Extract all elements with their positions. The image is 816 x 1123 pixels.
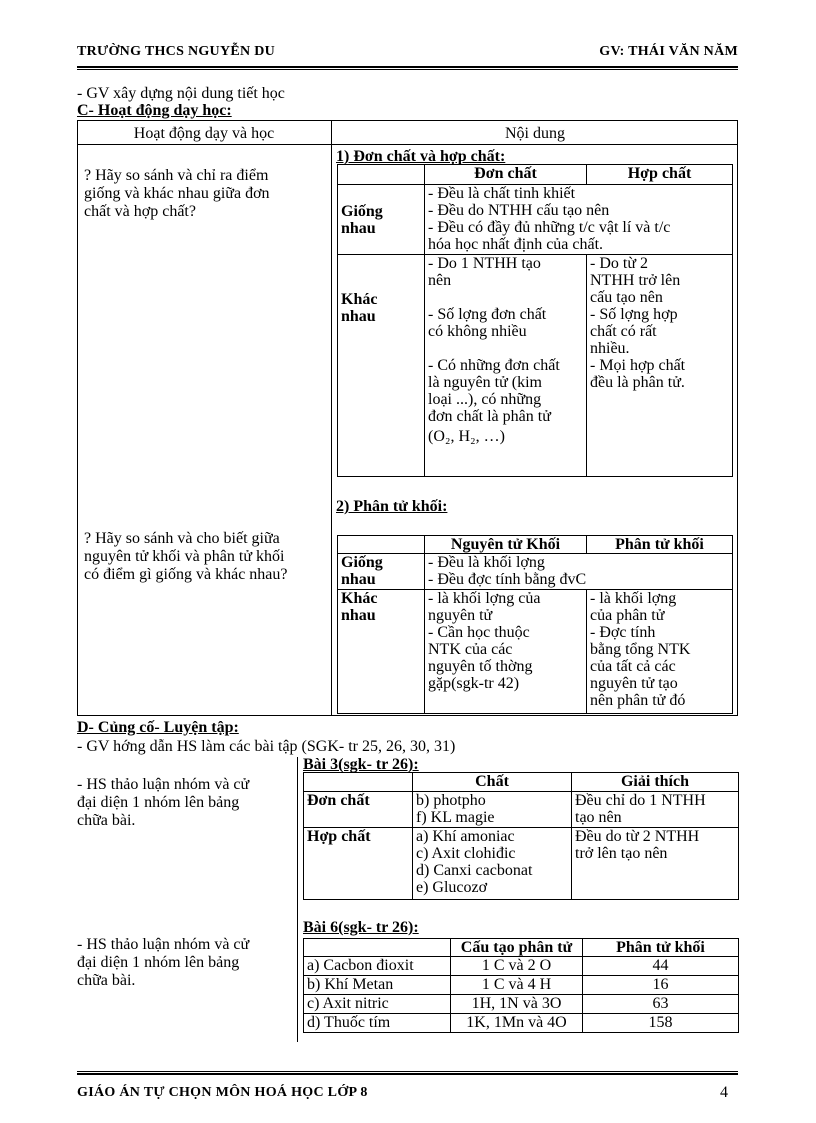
footer-title: GIÁO ÁN TỰ CHỌN MÔN HOÁ HỌC LỚP 8 (77, 1085, 368, 1100)
col-left-header: Hoạt động dạy và học (133, 125, 275, 142)
bai3-row-hop-chat: a) Khí amoniac c) Axit clohiđic d) Canxi cacbonat e) Glucozơ (413, 828, 572, 900)
bai6-row-name: a) Cacbon đioxit (304, 957, 451, 976)
section-c-title: C- Hoạt động dạy học: (77, 102, 232, 119)
bai3-title: Bài 3(sgk- tr 26): (303, 756, 419, 773)
header-school: TRƯỜNG THCS NGUYỄN DU (77, 44, 276, 59)
bai6-table (303, 938, 739, 1033)
sub2-khac-ptk: - là khối lợng của phân tử - Đợc tính bằng tổng NTK của tất cả các nguyên tử tạo nên phân tử đó (587, 590, 733, 714)
question-1: ? Hãy so sánh và chỉ ra điểm giống và khác nhau giữa đơn chất và hợp chất? (84, 167, 270, 220)
sub2-header-ntk: Nguyên tử Khối (425, 536, 587, 554)
bai6-row-name: c) Axit nitric (304, 995, 451, 1014)
sub2-title: 2) Phân tử khối: (336, 498, 448, 515)
bai3-row-hop-label: Hợp chất (304, 828, 413, 900)
bai3-row-don-label: Đơn chất (304, 792, 413, 828)
sub1-giong-text: - Đều là chất tinh khiết - Đều do NTHH cấu tạo nên - Đều có đầy đủ những t/c vật lí và t/c hóa học nhất định của chất. (425, 185, 733, 255)
sub2-khac-ntk: - là khối lợng của nguyên tử - Cần học thuộc NTK của các nguyên tố thờng gặp(sgk-tr 42) (425, 590, 587, 714)
bai6-header-ptk: Phân tử khối (583, 939, 739, 957)
bai3-table (303, 772, 739, 900)
sub1-khac-hop: - Do từ 2 NTHH trở lên cấu tạo nên - Số lợng hợp chất có rất nhiều. - Mọi hợp chất đều là phân tử. (587, 255, 733, 477)
bai6-row-cautao: 1K, 1Mn và 4O (451, 1014, 583, 1033)
bai6-row-ptk: 63 (583, 995, 739, 1014)
bai6-row-ptk: 158 (583, 1014, 739, 1033)
bai6-row-cautao: 1 C và 2 O (451, 957, 583, 976)
sub2-header-ptk: Phân tử khối (587, 536, 733, 554)
bai6-row-ptk: 16 (583, 976, 739, 995)
sub1-table (337, 164, 733, 477)
page-number: 4 (720, 1084, 728, 1101)
hs-note-2: - HS thảo luận nhóm và cử đại diện 1 nhóm lên bảng chữa bài. (77, 936, 250, 989)
sub1-title: 1) Đơn chất và hợp chất: (336, 148, 506, 165)
header-teacher: GV: THÁI VĂN NĂM (599, 44, 738, 59)
sub1-giong-label: Giống nhau (338, 185, 425, 255)
footer-rule (77, 1073, 738, 1075)
header-rule (77, 66, 738, 68)
bai3-row-hop-giaithich: Đều do từ 2 NTHH trở lên tạo nên (572, 828, 739, 900)
bai6-title: Bài 6(sgk- tr 26): (303, 919, 419, 936)
section-d-line: - GV hớng dẫn HS làm các bài tập (SGK- tr 25, 26, 30, 31) (77, 738, 456, 755)
bai6-header-cautao: Cấu tạo phân tử (451, 939, 583, 957)
sub2-table (337, 535, 733, 714)
sub1-khac-label: Khác nhau (338, 255, 425, 477)
bai6-row-ptk: 44 (583, 957, 739, 976)
sub2-giong-label: Giống nhau (338, 554, 425, 590)
footer-rule-thin (77, 1071, 738, 1072)
bai6-row-name: d) Thuốc tím (304, 1014, 451, 1033)
bai3-header-giaithich: Giải thích (572, 773, 739, 792)
main-table-header-rule (77, 144, 738, 145)
bai3-header-chat: Chất (413, 773, 572, 792)
bai3-row-don-chat: b) photpho f) KL magie (413, 792, 572, 828)
sub2-giong-text: - Đều là khối lợng - Đều đợc tính bằng đvC (425, 554, 733, 590)
hs-note-1: - HS thảo luận nhóm và cử đại diện 1 nhóm lên bảng chữa bài. (77, 776, 250, 829)
sub1-khac-don: - Do 1 NTHH tạo nên - Số lợng đơn chất có không nhiều - Có những đơn chất là nguyên tử (kim loại ...), có những đơn chất là phân tử (O₂, H₂, …) (425, 255, 587, 477)
section-d-title: D- Củng cố- Luyện tập: (77, 719, 239, 736)
bai6-row-cautao: 1H, 1N và 3O (451, 995, 583, 1014)
sub2-khac-label: Khác nhau (338, 590, 425, 714)
col-right-header: Nội dung (505, 125, 565, 142)
sub1-header-hop: Hợp chất (587, 165, 733, 185)
question-2: ? Hãy so sánh và cho biết giữa nguyên tử khối và phân tử khối có điểm gì giống và khác nhau? (84, 530, 288, 583)
intro-line: - GV xây dựng nội dung tiết học (77, 85, 285, 102)
main-table-divider (331, 120, 332, 716)
sub1-header-don: Đơn chất (425, 165, 587, 185)
exercise-divider (297, 757, 298, 1042)
bai6-row-name: b) Khí Metan (304, 976, 451, 995)
header-rule-thin (77, 69, 738, 70)
bai3-row-don-giaithich: Đều chỉ do 1 NTHH tạo nên (572, 792, 739, 828)
bai6-row-cautao: 1 C và 4 H (451, 976, 583, 995)
